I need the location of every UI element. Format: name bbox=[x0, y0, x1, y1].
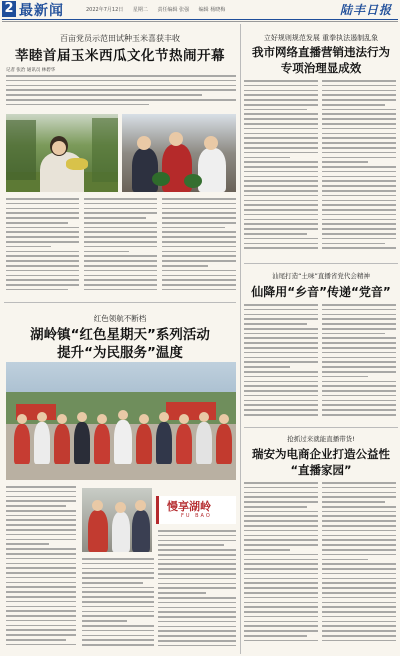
masthead bbox=[0, 0, 400, 20]
article-separator-right-1 bbox=[244, 263, 398, 264]
article3-kicker: 立好规则规范发展 重拳执法遏制乱象 bbox=[263, 34, 379, 42]
issue-weekday: 星期二 bbox=[132, 7, 148, 13]
article4-body-col1 bbox=[244, 304, 318, 424]
article1-body-col1 bbox=[6, 198, 79, 298]
article5-headline-line1: 瑞安为电商企业打造公益性 bbox=[252, 447, 390, 461]
article2-body-col3 bbox=[158, 530, 236, 652]
issue-meta bbox=[86, 6, 233, 13]
article3-body-col1 bbox=[244, 80, 318, 260]
article5-body-col1 bbox=[244, 482, 318, 652]
article1-byline: 记者 张治 通讯员 林碧华 bbox=[6, 68, 56, 73]
article4-headline: 仙降用“乡音”传递“党音” bbox=[251, 285, 391, 299]
article-separator-right-2 bbox=[244, 427, 398, 428]
article1-lead-text bbox=[6, 75, 236, 111]
article5-kicker: 抢抓过来就能直播带货! bbox=[287, 435, 355, 443]
article2-photo-service bbox=[82, 488, 152, 552]
article1-headline: 莘睦首届玉米西瓜文化节热闹开幕 bbox=[15, 48, 225, 64]
article5-body-col2 bbox=[322, 482, 396, 652]
article1-body-col2 bbox=[84, 198, 157, 298]
newspaper-logo: 陆丰日报 bbox=[339, 3, 392, 17]
column-divider bbox=[240, 24, 241, 654]
feature-tag-title: 慢享湖岭 bbox=[167, 500, 211, 513]
article2-photo-volunteers bbox=[6, 362, 236, 480]
editor-credit: 责任编辑 张强 bbox=[157, 7, 190, 13]
article1-body-col3 bbox=[162, 198, 236, 298]
header-rule bbox=[2, 19, 398, 20]
article2-kicker: 红色领航不断档 bbox=[93, 314, 147, 323]
article2-headline-line1: 湖岭镇“红色星期天”系列活动 bbox=[30, 327, 210, 343]
issue-date: 2022年7月12日 bbox=[86, 7, 124, 13]
article2-body-col2 bbox=[82, 558, 154, 652]
section-title: 最新闻 bbox=[19, 3, 64, 19]
page-number: 2 bbox=[2, 1, 16, 17]
article4-kicker: 汕尾打造“土味”直播省党代会精神 bbox=[272, 272, 370, 280]
article2-headline-line2: 提升“为民服务”温度 bbox=[57, 345, 183, 361]
article1-kicker: 百亩党员示范田试种玉米喜获丰收 bbox=[60, 34, 180, 43]
feature-tag bbox=[156, 496, 236, 524]
layout-credit: 编辑 杨晓梅 bbox=[198, 7, 226, 13]
article3-headline-line2: 专项治理显成效 bbox=[280, 61, 362, 75]
article3-body-col2 bbox=[322, 80, 396, 260]
article1-photo-harvest bbox=[6, 114, 118, 192]
article2-body-col1 bbox=[6, 486, 76, 652]
feature-tag-subtitle: FU BAO bbox=[181, 513, 212, 519]
article4-body-col2 bbox=[322, 304, 396, 424]
article1-photo-watermelon bbox=[122, 114, 236, 192]
header-rule-thin bbox=[2, 21, 398, 22]
article3-headline-line1: 我市网络直播营销违法行为 bbox=[252, 45, 390, 59]
article-separator bbox=[4, 302, 236, 303]
article5-headline-line2: “直播家园” bbox=[290, 463, 352, 477]
